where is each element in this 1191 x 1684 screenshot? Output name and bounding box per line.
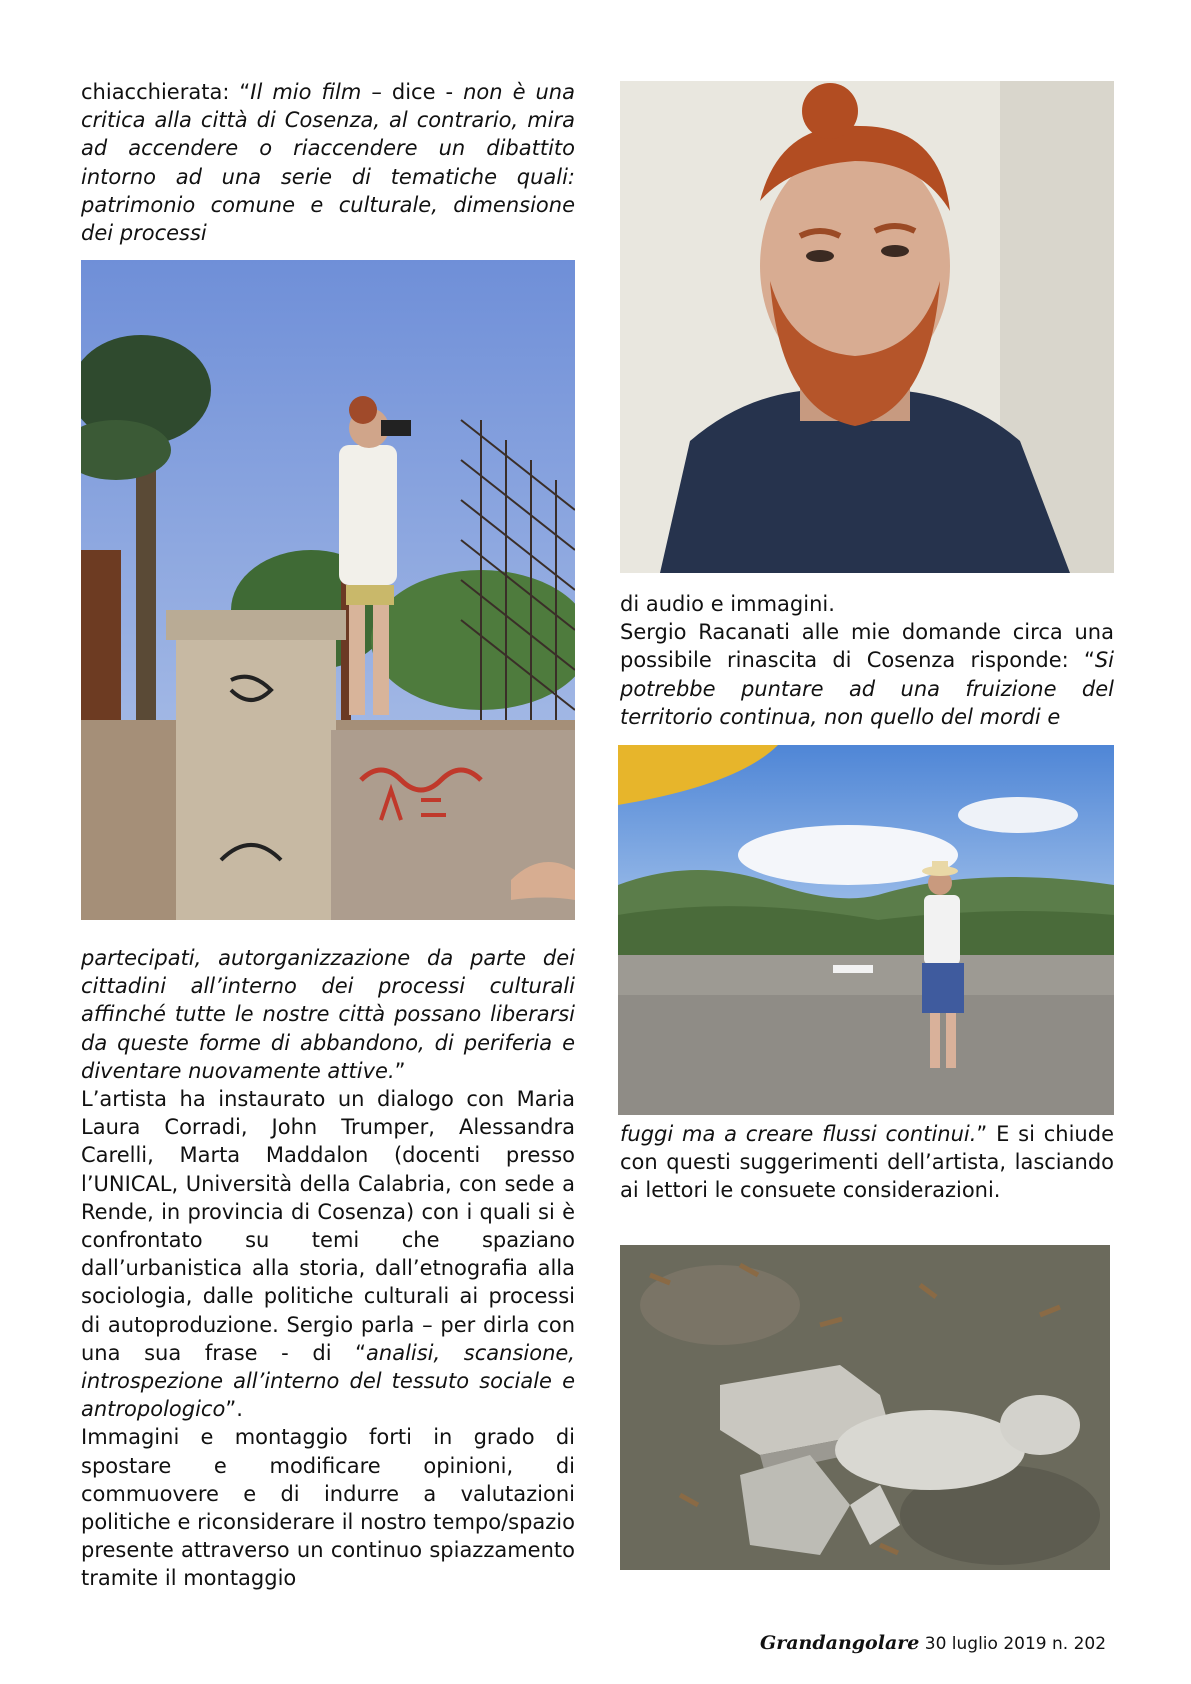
text-run: non è una critica alla città di Cosenza, al contrario, mira ad accendere o riaccendere un dibattito intorno ad una serie di tematiche quali: patrimonio comune e culturale, dimensione dei processi — [81, 80, 575, 246]
audio-images-line: di audio e immagini. — [620, 592, 835, 616]
right-text-block-1 — [620, 590, 1114, 731]
rebirth-paragraph — [620, 618, 1114, 731]
text-run: Si potrebbe puntare ad una fruizione del territorio continua, non quello del mordi e — [620, 648, 1114, 729]
text-run: ”. — [225, 1397, 243, 1422]
photo-rubble — [620, 1245, 1110, 1570]
right-text-block-2 — [620, 1120, 1114, 1205]
text-run: Sergio Racanati alle mie domande circa una possibile rinascita di Cosenza risponde: “ — [620, 620, 1114, 673]
text-run: chiacchierata: “ — [81, 80, 251, 104]
text-run: partecipati, autorganizzazione da parte dei cittadini all’interno dei processi culturali affinché tutte le nostre città possano liberarsi da queste forme di abbandono, di periferia e diventare nuovamente attive. — [81, 946, 575, 1083]
dialogue-paragraph — [81, 1085, 575, 1423]
page-footer — [760, 1632, 1106, 1654]
text-run: ” E si chiude con questi suggerimenti dell’artista, lasciando ai lettori le consuete considerazioni. — [620, 1122, 1114, 1203]
text-run: fuggi ma a creare flussi continui. — [620, 1122, 977, 1146]
closing-paragraph — [620, 1120, 1114, 1205]
quote-continuation — [81, 944, 575, 1085]
images-paragraph: Immagini e montaggio forti in grado di spostare e modificare opinioni, di commuovere e di indurre a valutazioni politiche e riconsiderare il nostro tempo/spazio presente attraverso un continuo spiazzamento tramite il montaggio — [81, 1425, 575, 1591]
issue-date: 30 luglio 2019 n. 202 — [919, 1634, 1107, 1654]
text-run: analisi, scansione, introspezione all’interno del tessuto sociale e antropologico — [81, 1340, 575, 1422]
text-run: ” — [394, 1058, 406, 1083]
photo-photographer — [81, 260, 575, 920]
text-run: – dice - — [361, 80, 464, 104]
left-top-text — [81, 78, 575, 247]
text-run: Il mio film — [250, 80, 362, 104]
photo-portrait — [620, 81, 1114, 573]
publication-name: Grandangolare — [760, 1632, 920, 1654]
text-run: L’artista ha instaurato un dialogo con Maria Laura Corradi, John Trumper, Alessandra Carelli, Marta Maddalon (docenti presso l’UNICAL, Università della Calabria, con sede a Rende, in provincia di Cosenza) con i quali si è confrontato su temi che spaziano dall’urbanistica alla storia, dall’etnografia alla sociologia, dalle politiche culturali ai processi di autoproduzione. Sergio parla – per dirla con una sua frase - di “ — [81, 1087, 575, 1365]
photo-beach — [618, 745, 1114, 1115]
left-bottom-text — [81, 944, 575, 1593]
intro-quote-paragraph — [81, 78, 575, 247]
